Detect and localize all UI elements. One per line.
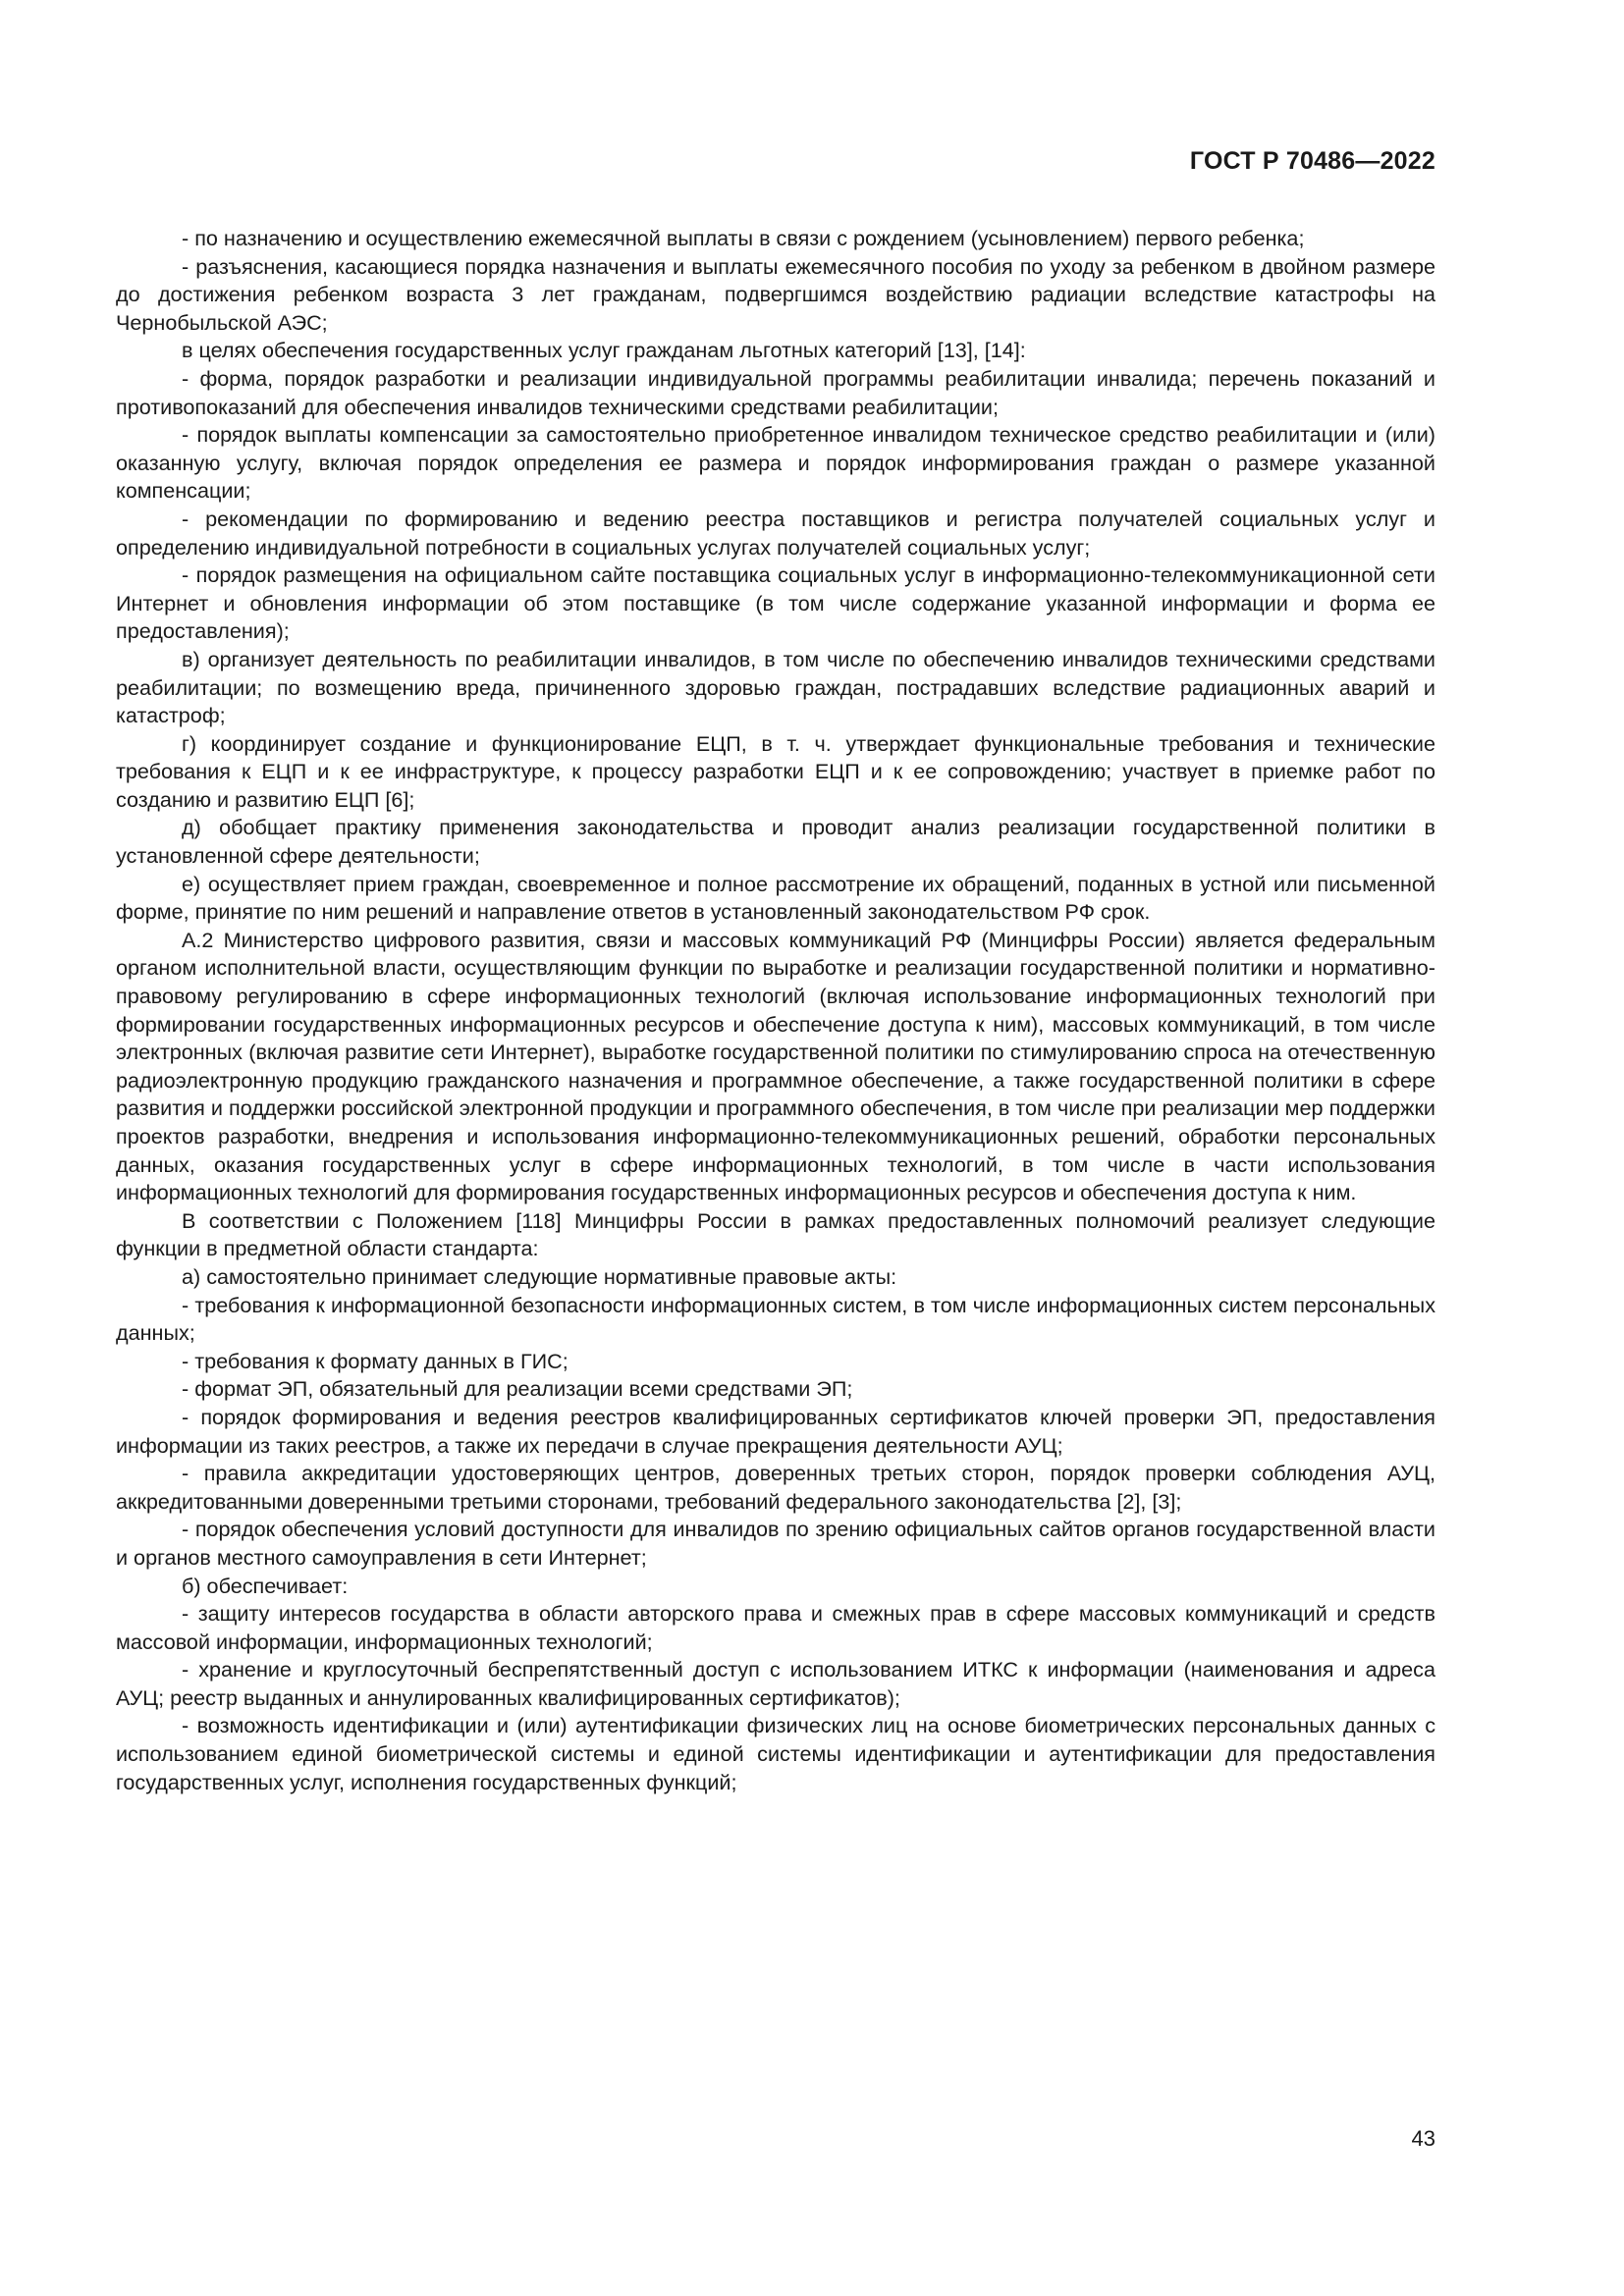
paragraph: г) координирует создание и функционирование ЕЦП, в т. ч. утверждает функциональные требования и технические требования к ЕЦП и к ее инфраструктуре, к процессу разработки ЕЦП и к ее сопровождению; участвует в приемке работ по созданию и развитию ЕЦП [6]; <box>116 730 1435 812</box>
paragraph: - требования к информационной безопасности информационных систем, в том числе информационных систем персональных данных; <box>116 1292 1435 1346</box>
paragraph: - порядок выплаты компенсации за самостоятельно приобретенное инвалидом техническое средство реабилитации и (или) оказанную услугу, включая порядок определения ее размера и порядок информирования граждан о размере указанной компенсации; <box>116 422 1435 504</box>
paragraph: а) самостоятельно принимает следующие нормативные правовые акты: <box>182 1263 897 1289</box>
paragraph: - порядок размещения на официальном сайте поставщика социальных услуг в информационно-телекоммуникационной сети Интернет и обновления информации об этом поставщике (в том числе содержание указанной информации и форма ее предоставления); <box>116 562 1435 644</box>
page-number: 43 <box>1411 2126 1435 2151</box>
paragraph: - правила аккредитации удостоверяющих центров, доверенных третьих сторон, порядок проверки соблюдения АУЦ, аккредитованными доверенными третьими сторонами, требований федерального законодательства [2], [3]; <box>116 1461 1435 1514</box>
paragraph: - защиту интересов государства в области авторского права и смежных прав в сфере массовых коммуникаций и средств массовой информации, информационных технологий; <box>116 1601 1435 1654</box>
paragraph: д) обобщает практику применения законодательства и проводит анализ реализации государственной политики в установленной сфере деятельности; <box>116 815 1435 869</box>
document-code-header: ГОСТ Р 70486—2022 <box>1189 147 1435 175</box>
paragraph: - формат ЭП, обязательный для реализации всеми средствами ЭП; <box>182 1376 853 1402</box>
paragraph: - возможность идентификации и (или) аутентификации физических лиц на основе биометрических персональных данных с использованием единой биометрической системы и единой системы идентификации и аутентификации для предоставления государственных услуг, исполнения государственных функций; <box>116 1713 1435 1794</box>
paragraph: е) осуществляет прием граждан, своевременное и полное рассмотрение их обращений, поданных в устной или письменной форме, принятие по ним решений и направление ответов в установленный законодательством РФ срок. <box>116 871 1435 925</box>
paragraph: - разъяснения, касающиеся порядка назначения и выплаты ежемесячного пособия по уходу за ребенком в двойном размере до достижения ребенком возраста 3 лет гражданам, подвергшимся воздействию радиации вследствие катастрофы на Чернобыльской АЭС; <box>116 253 1435 335</box>
paragraph: - хранение и круглосуточный беспрепятственный доступ с использованием ИТКС к информации (наименования и адреса АУЦ; реестр выданных и аннулированных квалифицированных сертификатов); <box>116 1657 1435 1710</box>
paragraph: А.2 Министерство цифрового развития, связи и массовых коммуникаций РФ (Минцифры России) является федеральным органом исполнительной власти, осуществляющим функции по выработке и реализации государственной политики и нормативно-правовому регулированию в сфере информационных технологий (включая использование информационных технологий при формировании государственных информационных ресурсов и обеспечение доступа к ним), массовых коммуникаций, в том числе электронных (включая развитие сети Интернет), выработке государственной политики по стимулированию спроса на отечественную радиоэлектронную продукцию гражданского назначения и программное обеспечение, а также государственной политики в сфере развития и поддержки российской электронной продукции и программного обеспечения, в том числе при реализации мер поддержки проектов разработки, внедрения и использования информационно-телекоммуникационных решений, обработки персональных данных, оказания государственных услуг в сфере информационных технологий, в том числе в части использования информационных технологий для формирования государственных информационных ресурсов и обеспечения доступа к ним. <box>116 927 1435 1205</box>
paragraph: в целях обеспечения государственных услуг гражданам льготных категорий [13], [14]: <box>182 338 1026 363</box>
paragraph: - форма, порядок разработки и реализации индивидуальной программы реабилитации инвалида; перечень показаний и противопоказаний для обеспечения инвалидов техническими средствами реабилитации; <box>116 365 1435 419</box>
paragraph: В соответствии с Положением [118] Минцифры России в рамках предоставленных полномочий реализует следующие функции в предметной области стандарта: <box>116 1207 1435 1261</box>
paragraph: - порядок обеспечения условий доступности для инвалидов по зрению официальных сайтов органов государственной власти и органов местного самоуправления в сети Интернет; <box>116 1517 1435 1570</box>
paragraph: - по назначению и осуществлению ежемесячной выплаты в связи с рождением (усыновлением) первого ребенка; <box>182 226 1305 250</box>
paragraph: - требования к формату данных в ГИС; <box>182 1348 568 1373</box>
paragraph: в) организует деятельность по реабилитации инвалидов, в том числе по обеспечению инвалидов техническими средствами реабилитации; по возмещению вреда, причиненного здоровью граждан, пострадавших вследствие радиационных аварий и катастроф; <box>116 646 1435 728</box>
paragraph: б) обеспечивает: <box>182 1573 349 1598</box>
paragraph: - порядок формирования и ведения реестров квалифицированных сертификатов ключей проверки ЭП, предоставления информации из таких реестров, а также их передачи в случае прекращения деятельности АУЦ; <box>116 1404 1435 1458</box>
paragraph: - рекомендации по формированию и ведению реестра поставщиков и регистра получателей социальных услуг и определению индивидуальной потребности в социальных услугах получателей социальных услуг; <box>116 506 1435 560</box>
document-body <box>116 225 1435 1796</box>
